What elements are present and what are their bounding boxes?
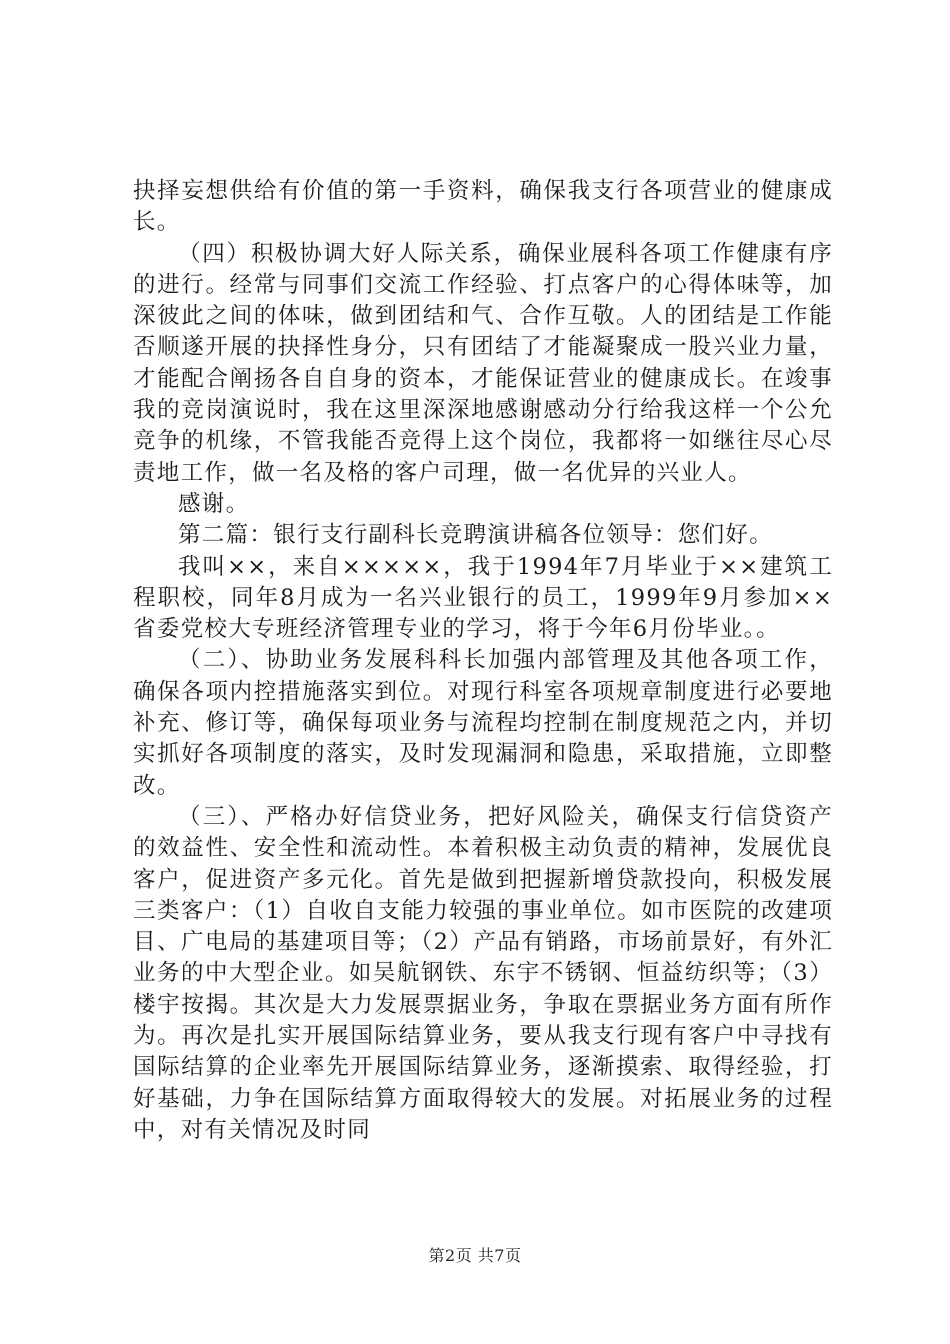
paragraph-second-article-heading: 第二篇：银行支行副科长竞聘演讲稿各位领导：您们好。 (178, 522, 774, 549)
paragraph-section-four: （四）积极协调大好人际关系，确保业展科各项工作健康有序的进行。经常与同事们交流工作经验、打点客户的心得体味等，加深彼此之间的体味，做到团结和气、合作互敬。人的团结是工作能否顺遂开展的抉择性身分，只有团结了才能凝聚成一股兴业力量，才能配合阐扬各自自身的资本，才能保证营业的健康成长。在竣事我的竞岗演说时，我在这里深深地感谢感动分行给我这样一个公允竞争的机缘，不管我能否竞得上这个岗位，我都将一如继往尽心尽责地工作，做一名及格的客户司理，做一名优异的兴业人。 (133, 240, 833, 486)
paragraph-continued-from-previous: 抉择妄想供给有价值的第一手资料，确保我支行各项营业的健康成长。 (133, 178, 833, 236)
paragraph-section-two: （二）、协助业务发展科科长加强内部管理及其他各项工作，确保各项内控措施落实到位。对现行科室各项规章制度进行必要地补充、修订等，确保每项业务与流程均控制在制度规范之内，并切实抓好各项制度的落实，及时发现漏洞和隐患，采取措施，立即整改。 (133, 647, 833, 799)
paragraph-self-introduction: 我叫××，来自×××××，我于1994年7月毕业于××建筑工程职校，同年8月成为一名兴业银行的员工，1999年9月参加××省委党校大专班经济管理专业的学习，将于今年6月份毕业。。 (133, 553, 833, 643)
document-body (133, 176, 833, 1146)
page-number-footer: 第2页 共7页 (428, 1246, 522, 1265)
paragraph-section-three: （三）、严格办好信贷业务，把好风险关，确保支行信贷资产的效益性、安全性和流动性。本着积极主动负责的精神，发展优良客户，促进资产多元化。首先是做到把握新增贷款投向，积极发展三类客户：（1）自收自支能力较强的事业单位。如市医院的改建项目、广电局的基建项目等；（2）产品有销路，市场前景好，有外汇业务的中大型企业。如吴航钢铁、东宇不锈钢、恒益纺织等；（3）楼宇按揭。其次是大力发展票据业务，争取在票据业务方面有所作为。再次是扎实开展国际结算业务，要从我支行现有客户中寻找有国际结算的企业率先开展国际结算业务，逐渐摸索、取得经验，打好基础，力争在国际结算方面取得较大的发展。对拓展业务的过程中，对有关情况及时同 (133, 803, 833, 1143)
paragraph-thanks: 感谢。 (178, 490, 250, 517)
